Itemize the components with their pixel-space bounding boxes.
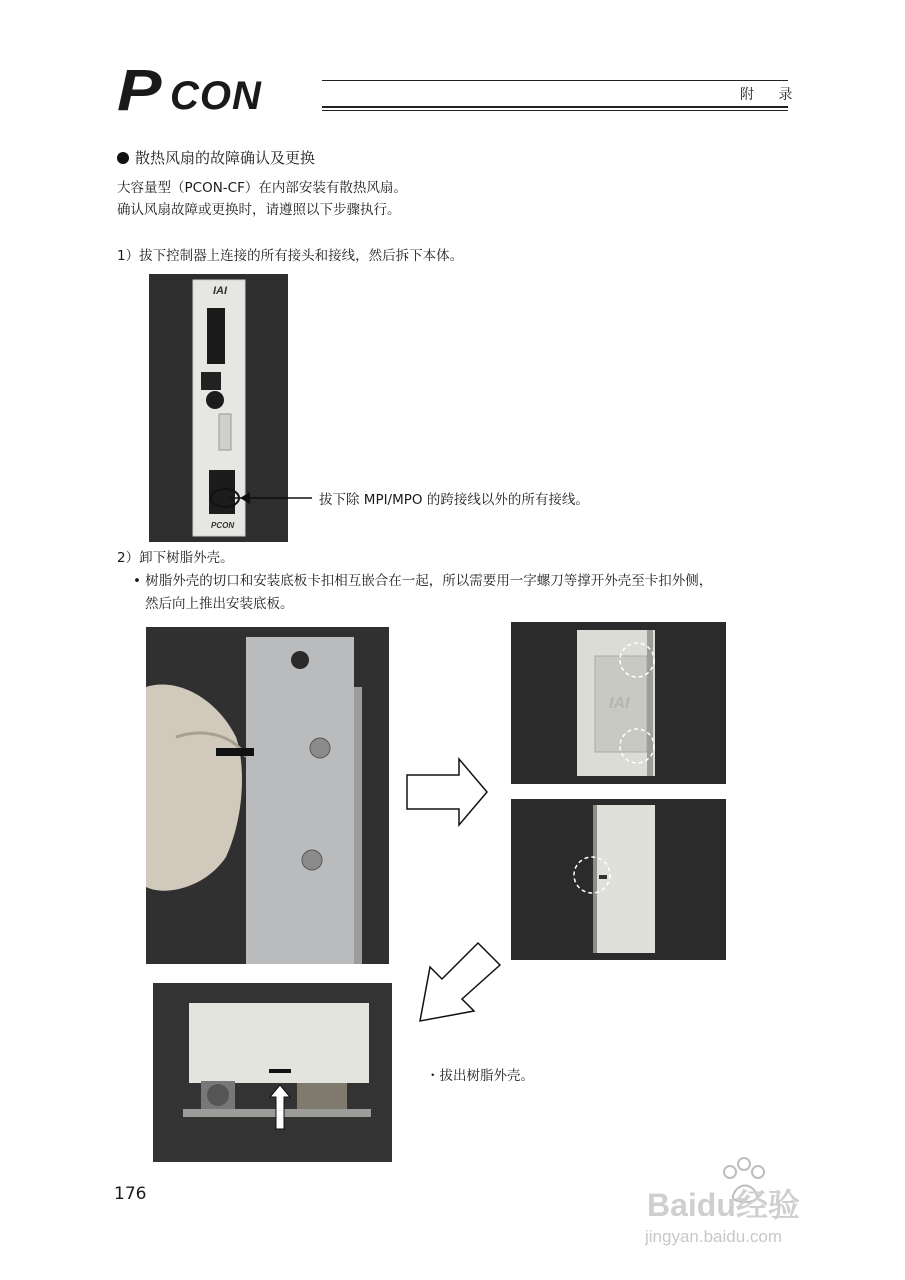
header-rule-bottom [322,106,788,108]
final-note: ・拔出树脂外壳。 [426,1068,534,1084]
case-side-photo [511,799,726,960]
down-left-arrow-icon [416,941,502,1023]
intro-line-1: 大容量型（PCON-CF）在内部安装有散热风扇。 [117,180,407,196]
page-number: 176 [114,1184,147,1204]
case-removed-photo [153,983,392,1162]
watermark-url: jingyan.baidu.com [645,1227,783,1246]
case-iai-logo: IAI [609,695,630,712]
header-rule-top [322,80,788,81]
section-title [117,148,315,168]
header-rule-bottom-thin [322,110,788,111]
callout-arrow-icon [236,488,316,508]
step-1-callout: 拔下除 MPI/MPO 的跨接线以外的所有接线。 [319,492,589,508]
bullet-icon [117,152,129,164]
step-2-note-line-1: • 树脂外壳的切口和安装底板卡扣相互嵌合在一起，所以需要用一字螺刀等撑开外壳至卡扣外侧， [133,573,713,589]
controller-pcon-logo: PCON [211,521,235,530]
baidu-watermark [645,1150,855,1250]
pcon-logo-con: CON [170,74,262,118]
right-arrow-icon [405,757,489,827]
case-clips-photo [511,622,726,784]
section-title-text: 散热风扇的故障确认及更换 [135,149,316,167]
step-2-note-line-2: 然后向上推出安装底板。 [145,596,294,612]
controller-iai-logo: IAI [213,285,228,297]
intro-line-2: 确认风扇故障或更换时，请遵照以下步骤执行。 [117,202,401,218]
step-2-text: 2）卸下树脂外壳。 [117,550,234,566]
pcon-logo-p: P [117,58,161,123]
watermark-brand: Baidu经验 [647,1187,800,1223]
step-1-text: 1）拔下控制器上连接的所有接头和接线，然后拆下本体。 [117,248,464,264]
header-section-label: 附 录 [740,87,803,103]
pry-case-photo [146,627,389,964]
